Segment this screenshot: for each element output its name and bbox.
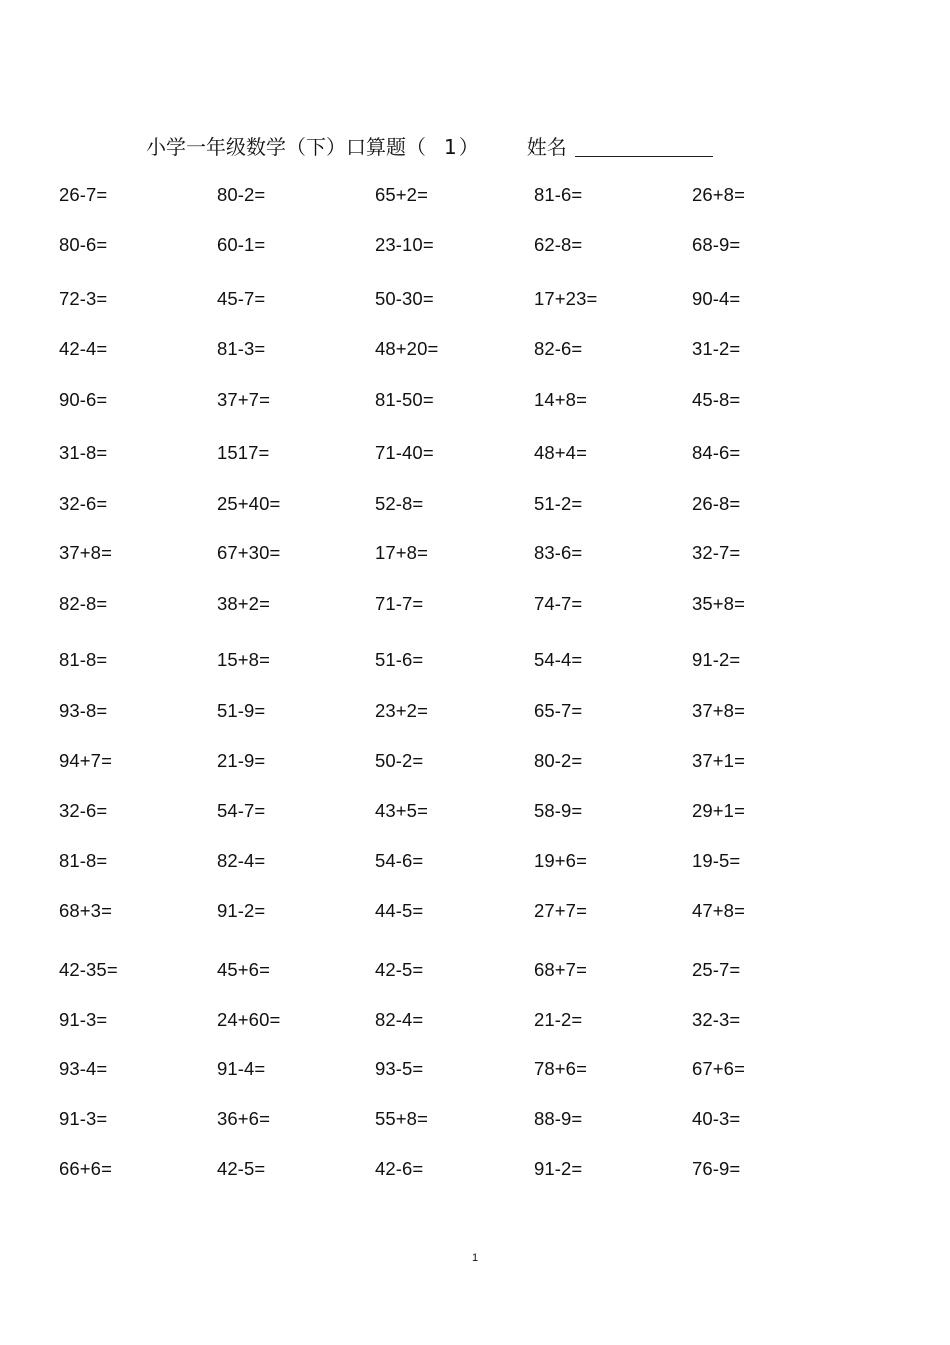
arithmetic-problem: 83-6=	[534, 542, 583, 563]
problem-row	[0, 799, 950, 823]
arithmetic-problem: 32-3=	[692, 1009, 741, 1030]
problem-row	[0, 849, 950, 873]
arithmetic-problem: 68-9=	[692, 234, 741, 255]
arithmetic-problem: 26-8=	[692, 493, 741, 514]
arithmetic-problem: 82-8=	[59, 593, 108, 614]
arithmetic-problem: 45-7=	[217, 288, 266, 309]
arithmetic-problem: 15+8=	[217, 649, 270, 670]
arithmetic-problem: 32-6=	[59, 493, 108, 514]
problem-row	[0, 592, 950, 616]
arithmetic-problem: 68+7=	[534, 959, 587, 980]
arithmetic-problem: 55+8=	[375, 1108, 428, 1129]
arithmetic-problem: 52-8=	[375, 493, 424, 514]
arithmetic-problem: 90-6=	[59, 389, 108, 410]
problem-row	[0, 1157, 950, 1181]
page-number: 1	[471, 1252, 479, 1264]
arithmetic-problem: 36+6=	[217, 1108, 270, 1129]
arithmetic-problem: 31-2=	[692, 338, 741, 359]
arithmetic-problem: 81-6=	[534, 184, 583, 205]
arithmetic-problem: 14+8=	[534, 389, 587, 410]
arithmetic-problem: 44-5=	[375, 900, 424, 921]
arithmetic-problem: 51-2=	[534, 493, 583, 514]
arithmetic-problem: 48+20=	[375, 338, 439, 359]
problem-row	[0, 233, 950, 257]
arithmetic-problem: 91-2=	[692, 649, 741, 670]
arithmetic-problem: 48+4=	[534, 442, 587, 463]
arithmetic-problem: 23+2=	[375, 700, 428, 721]
arithmetic-problem: 51-9=	[217, 700, 266, 721]
arithmetic-problem: 81-8=	[59, 850, 108, 871]
arithmetic-problem: 42-5=	[217, 1158, 266, 1179]
arithmetic-problem: 50-30=	[375, 288, 434, 309]
arithmetic-problem: 74-7=	[534, 593, 583, 614]
arithmetic-problem: 37+7=	[217, 389, 270, 410]
arithmetic-problem: 84-6=	[692, 442, 741, 463]
arithmetic-problem: 42-6=	[375, 1158, 424, 1179]
arithmetic-problem: 25+40=	[217, 493, 281, 514]
arithmetic-problem: 23-10=	[375, 234, 434, 255]
problem-row	[0, 1008, 950, 1032]
arithmetic-problem: 38+2=	[217, 593, 270, 614]
arithmetic-problem: 71-40=	[375, 442, 434, 463]
problem-row	[0, 1057, 950, 1081]
arithmetic-problem: 91-2=	[534, 1158, 583, 1179]
problem-row	[0, 749, 950, 773]
arithmetic-problem: 54-7=	[217, 800, 266, 821]
problem-row	[0, 1107, 950, 1131]
arithmetic-problem: 65+2=	[375, 184, 428, 205]
arithmetic-problem: 80-2=	[534, 750, 583, 771]
arithmetic-problem: 19+6=	[534, 850, 587, 871]
arithmetic-problem: 91-3=	[59, 1108, 108, 1129]
title-text: 小学一年级数学（下）口算题（	[146, 135, 426, 159]
arithmetic-problem: 78+6=	[534, 1058, 587, 1079]
arithmetic-problem: 67+30=	[217, 542, 281, 563]
arithmetic-problem: 32-7=	[692, 542, 741, 563]
arithmetic-problem: 76-9=	[692, 1158, 741, 1179]
arithmetic-problem: 45-8=	[692, 389, 741, 410]
arithmetic-problem: 80-2=	[217, 184, 266, 205]
arithmetic-problem: 67+6=	[692, 1058, 745, 1079]
problem-row	[0, 648, 950, 672]
arithmetic-problem: 25-7=	[692, 959, 741, 980]
arithmetic-problem: 32-6=	[59, 800, 108, 821]
arithmetic-problem: 42-5=	[375, 959, 424, 980]
arithmetic-problem: 1517=	[217, 442, 270, 463]
arithmetic-problem: 72-3=	[59, 288, 108, 309]
arithmetic-problem: 80-6=	[59, 234, 108, 255]
arithmetic-problem: 19-5=	[692, 850, 741, 871]
arithmetic-problem: 91-2=	[217, 900, 266, 921]
problem-row	[0, 183, 950, 207]
problem-row	[0, 492, 950, 516]
arithmetic-problem: 62-8=	[534, 234, 583, 255]
arithmetic-problem: 21-2=	[534, 1009, 583, 1030]
arithmetic-problem: 91-4=	[217, 1058, 266, 1079]
arithmetic-problem: 24+60=	[217, 1009, 281, 1030]
arithmetic-problem: 27+7=	[534, 900, 587, 921]
arithmetic-problem: 42-35=	[59, 959, 118, 980]
arithmetic-problem: 29+1=	[692, 800, 745, 821]
arithmetic-problem: 93-8=	[59, 700, 108, 721]
problem-row	[0, 958, 950, 982]
arithmetic-problem: 50-2=	[375, 750, 424, 771]
arithmetic-problem: 60-1=	[217, 234, 266, 255]
arithmetic-problem: 66+6=	[59, 1158, 112, 1179]
arithmetic-problem: 90-4=	[692, 288, 741, 309]
arithmetic-problem: 54-6=	[375, 850, 424, 871]
arithmetic-problem: 93-4=	[59, 1058, 108, 1079]
arithmetic-problem: 26-7=	[59, 184, 108, 205]
arithmetic-problem: 65-7=	[534, 700, 583, 721]
arithmetic-problem: 93-5=	[375, 1058, 424, 1079]
worksheet-number: 1	[444, 135, 457, 159]
arithmetic-problem: 31-8=	[59, 442, 108, 463]
arithmetic-problem: 58-9=	[534, 800, 583, 821]
arithmetic-problem: 82-4=	[217, 850, 266, 871]
arithmetic-problem: 26+8=	[692, 184, 745, 205]
arithmetic-problem: 71-7=	[375, 593, 424, 614]
name-label: 姓名	[526, 135, 567, 159]
arithmetic-problem: 35+8=	[692, 593, 745, 614]
arithmetic-problem: 81-50=	[375, 389, 434, 410]
problem-row	[0, 541, 950, 565]
arithmetic-problem: 40-3=	[692, 1108, 741, 1129]
arithmetic-problem: 43+5=	[375, 800, 428, 821]
arithmetic-problem: 51-6=	[375, 649, 424, 670]
problem-row	[0, 337, 950, 361]
arithmetic-problem: 94+7=	[59, 750, 112, 771]
problem-row	[0, 441, 950, 465]
problem-row	[0, 899, 950, 923]
arithmetic-problem: 68+3=	[59, 900, 112, 921]
arithmetic-problem: 54-4=	[534, 649, 583, 670]
problem-row	[0, 699, 950, 723]
arithmetic-problem: 47+8=	[692, 900, 745, 921]
problem-row	[0, 388, 950, 412]
arithmetic-problem: 21-9=	[217, 750, 266, 771]
title-close-paren: ）	[458, 135, 479, 159]
arithmetic-problem: 82-6=	[534, 338, 583, 359]
arithmetic-problem: 45+6=	[217, 959, 270, 980]
arithmetic-problem: 82-4=	[375, 1009, 424, 1030]
arithmetic-problem: 91-3=	[59, 1009, 108, 1030]
arithmetic-problem: 37+1=	[692, 750, 745, 771]
problem-row	[0, 287, 950, 311]
arithmetic-problem: 81-3=	[217, 338, 266, 359]
arithmetic-problem: 81-8=	[59, 649, 108, 670]
arithmetic-problem: 37+8=	[692, 700, 745, 721]
arithmetic-problem: 17+8=	[375, 542, 428, 563]
arithmetic-problem: 17+23=	[534, 288, 598, 309]
arithmetic-problem: 88-9=	[534, 1108, 583, 1129]
arithmetic-problem: 37+8=	[59, 542, 112, 563]
arithmetic-problem: 42-4=	[59, 338, 108, 359]
